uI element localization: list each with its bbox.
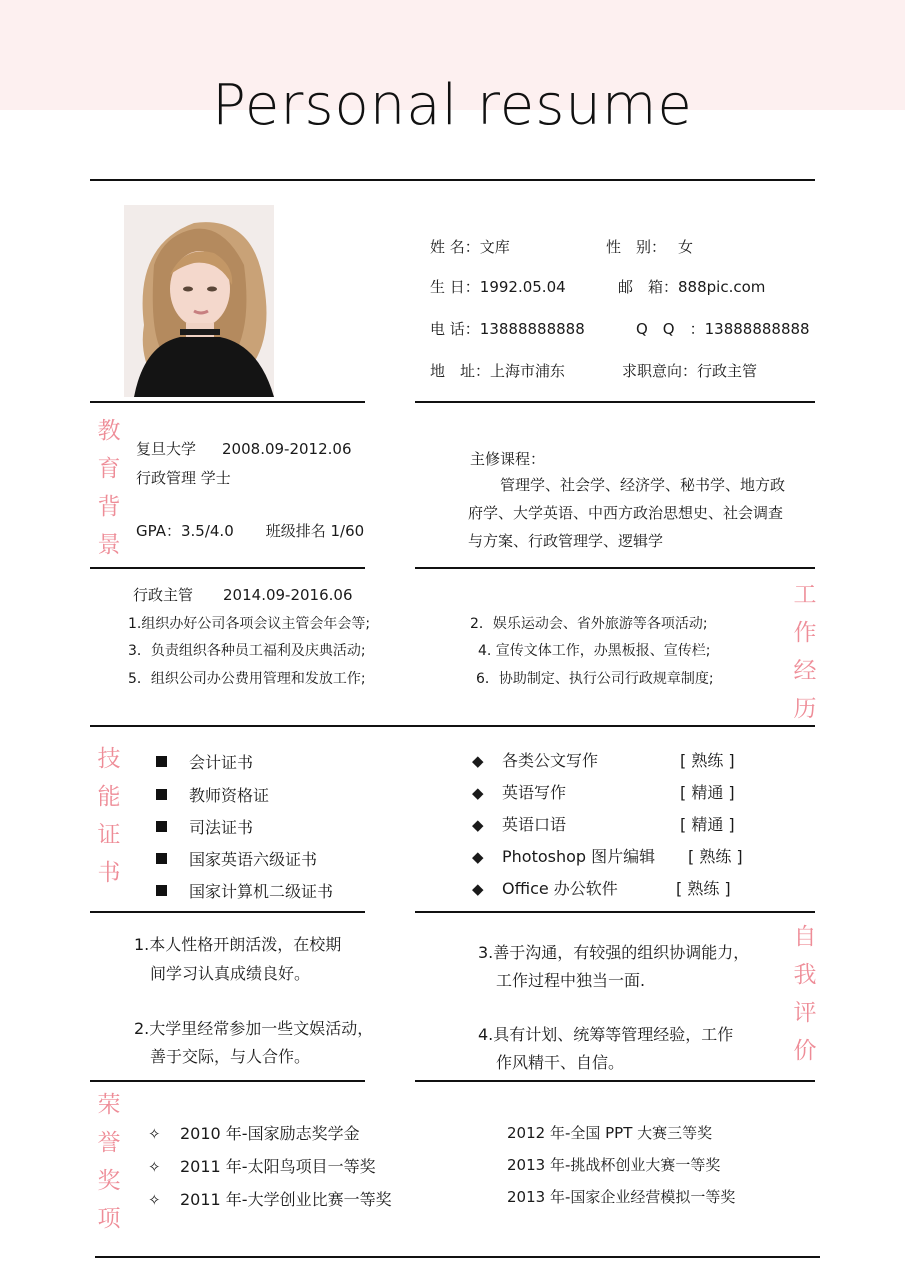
work-duty: 4. 宣传文体工作，办黑板报、宣传栏; bbox=[478, 643, 711, 659]
work-heading: 工 作 经 历 bbox=[793, 582, 817, 722]
divider bbox=[95, 1256, 820, 1258]
edu-gpa: GPA：3.5/4.0 班级排名 1/60 bbox=[136, 522, 365, 540]
divider bbox=[90, 401, 365, 403]
divider bbox=[415, 567, 815, 569]
skill-item: ◆ 英语口语 bbox=[472, 815, 567, 834]
cert-item: 国家计算机二级证书 bbox=[156, 881, 333, 903]
honor-item: 2013 年-挑战杯创业大赛一等奖 bbox=[507, 1156, 721, 1174]
honor-item: 2013 年-国家企业经营模拟一等奖 bbox=[507, 1188, 736, 1206]
skill-list bbox=[472, 748, 772, 898]
work-duty: 6．协助制定、执行公司行政规章制度; bbox=[476, 671, 714, 687]
divider bbox=[90, 567, 365, 569]
skill-item: ◆ 各类公文写作 bbox=[472, 751, 599, 770]
divider bbox=[90, 179, 815, 181]
honor-item: ✧ 2011 年-太阳鸟项目一等奖 bbox=[148, 1157, 376, 1176]
profile-birth: 生 日：1992.05.04 bbox=[430, 278, 566, 296]
education-heading: 教 育 背 景 bbox=[97, 418, 121, 558]
profile-address: 地 址：上海市浦东 bbox=[430, 362, 566, 380]
honor-item: ✧ 2011 年-大学创业比赛一等奖 bbox=[148, 1190, 392, 1209]
edu-courses-label: 主修课程： bbox=[470, 450, 546, 468]
work-duty: 3．负责组织各种员工福利及庆典活动; bbox=[128, 643, 366, 659]
self-eval-left: 1.本人性格开朗活泼，在校期 间学习认真成绩良好。 2.大学里经常参加一些文娱活动， 善于交际，与人合作。 bbox=[134, 935, 374, 1066]
edu-courses: 管理学、社会学、经济学、秘书学、地方政 府学、大学英语、中西方政治思想史、社会调查 与方案、行政管理学、逻辑学 bbox=[468, 476, 786, 550]
work-duty: 5．组织公司办公费用管理和发放工作; bbox=[128, 671, 366, 687]
skill-item: ◆ Office 办公软件 bbox=[472, 879, 618, 898]
cert-list bbox=[156, 748, 376, 901]
profile-email: 邮 箱：888pic.com bbox=[618, 278, 766, 296]
page-title: Personal resume bbox=[212, 73, 693, 138]
work-duty: 2．娱乐运动会、省外旅游等各项活动; bbox=[470, 616, 708, 632]
cert-item: 教师资格证 bbox=[156, 785, 269, 807]
divider bbox=[415, 911, 815, 913]
divider bbox=[415, 1080, 815, 1082]
profile-name: 姓 名：文库 bbox=[430, 238, 510, 256]
profile-qq: Q Q ：13888888888 bbox=[636, 320, 810, 338]
skill-level: [ 精通 ] bbox=[680, 783, 735, 802]
edu-major: 行政管理 学士 bbox=[136, 469, 231, 487]
skill-level: [ 熟练 ] bbox=[688, 847, 743, 866]
self-eval-heading: 自 我 评 价 bbox=[793, 924, 817, 1064]
work-position: 行政主管 2014.09-2016.06 bbox=[133, 586, 353, 604]
cert-item: 司法证书 bbox=[156, 817, 253, 839]
profile-photo bbox=[124, 205, 274, 397]
skills-heading: 技 能 证 书 bbox=[97, 746, 121, 886]
skill-level: [ 熟练 ] bbox=[676, 879, 731, 898]
edu-school: 复旦大学 2008.09-2012.06 bbox=[136, 440, 352, 458]
divider bbox=[415, 401, 815, 403]
divider bbox=[90, 725, 815, 727]
profile-gender: 性 别： 女 bbox=[606, 238, 694, 256]
cert-item: 国家英语六级证书 bbox=[156, 849, 317, 871]
divider bbox=[90, 1080, 365, 1082]
profile-intent: 求职意向：行政主管 bbox=[622, 362, 758, 380]
honors-heading: 荣 誉 奖 项 bbox=[97, 1092, 121, 1232]
skill-level: [ 熟练 ] bbox=[680, 751, 735, 770]
honor-item: ✧ 2010 年-国家励志奖学金 bbox=[148, 1124, 360, 1143]
cert-item: 会计证书 bbox=[156, 752, 253, 774]
skill-item: ◆ 英语写作 bbox=[472, 783, 567, 802]
skill-item: ◆ Photoshop 图片编辑 bbox=[472, 847, 656, 866]
skill-level: [ 精通 ] bbox=[680, 815, 735, 834]
divider bbox=[90, 911, 365, 913]
work-duty: 1.组织办好公司各项会议主管会年会等; bbox=[128, 616, 371, 632]
self-eval-right: 3.善于沟通，有较强的组织协调能力， 工作过程中独当一面. 4.具有计划、统筹等管理经验，工作 作风精干、自信。 bbox=[478, 943, 750, 1072]
honor-item: 2012 年-全国 PPT 大赛三等奖 bbox=[507, 1124, 713, 1142]
profile-phone: 电 话：13888888888 bbox=[430, 320, 585, 338]
